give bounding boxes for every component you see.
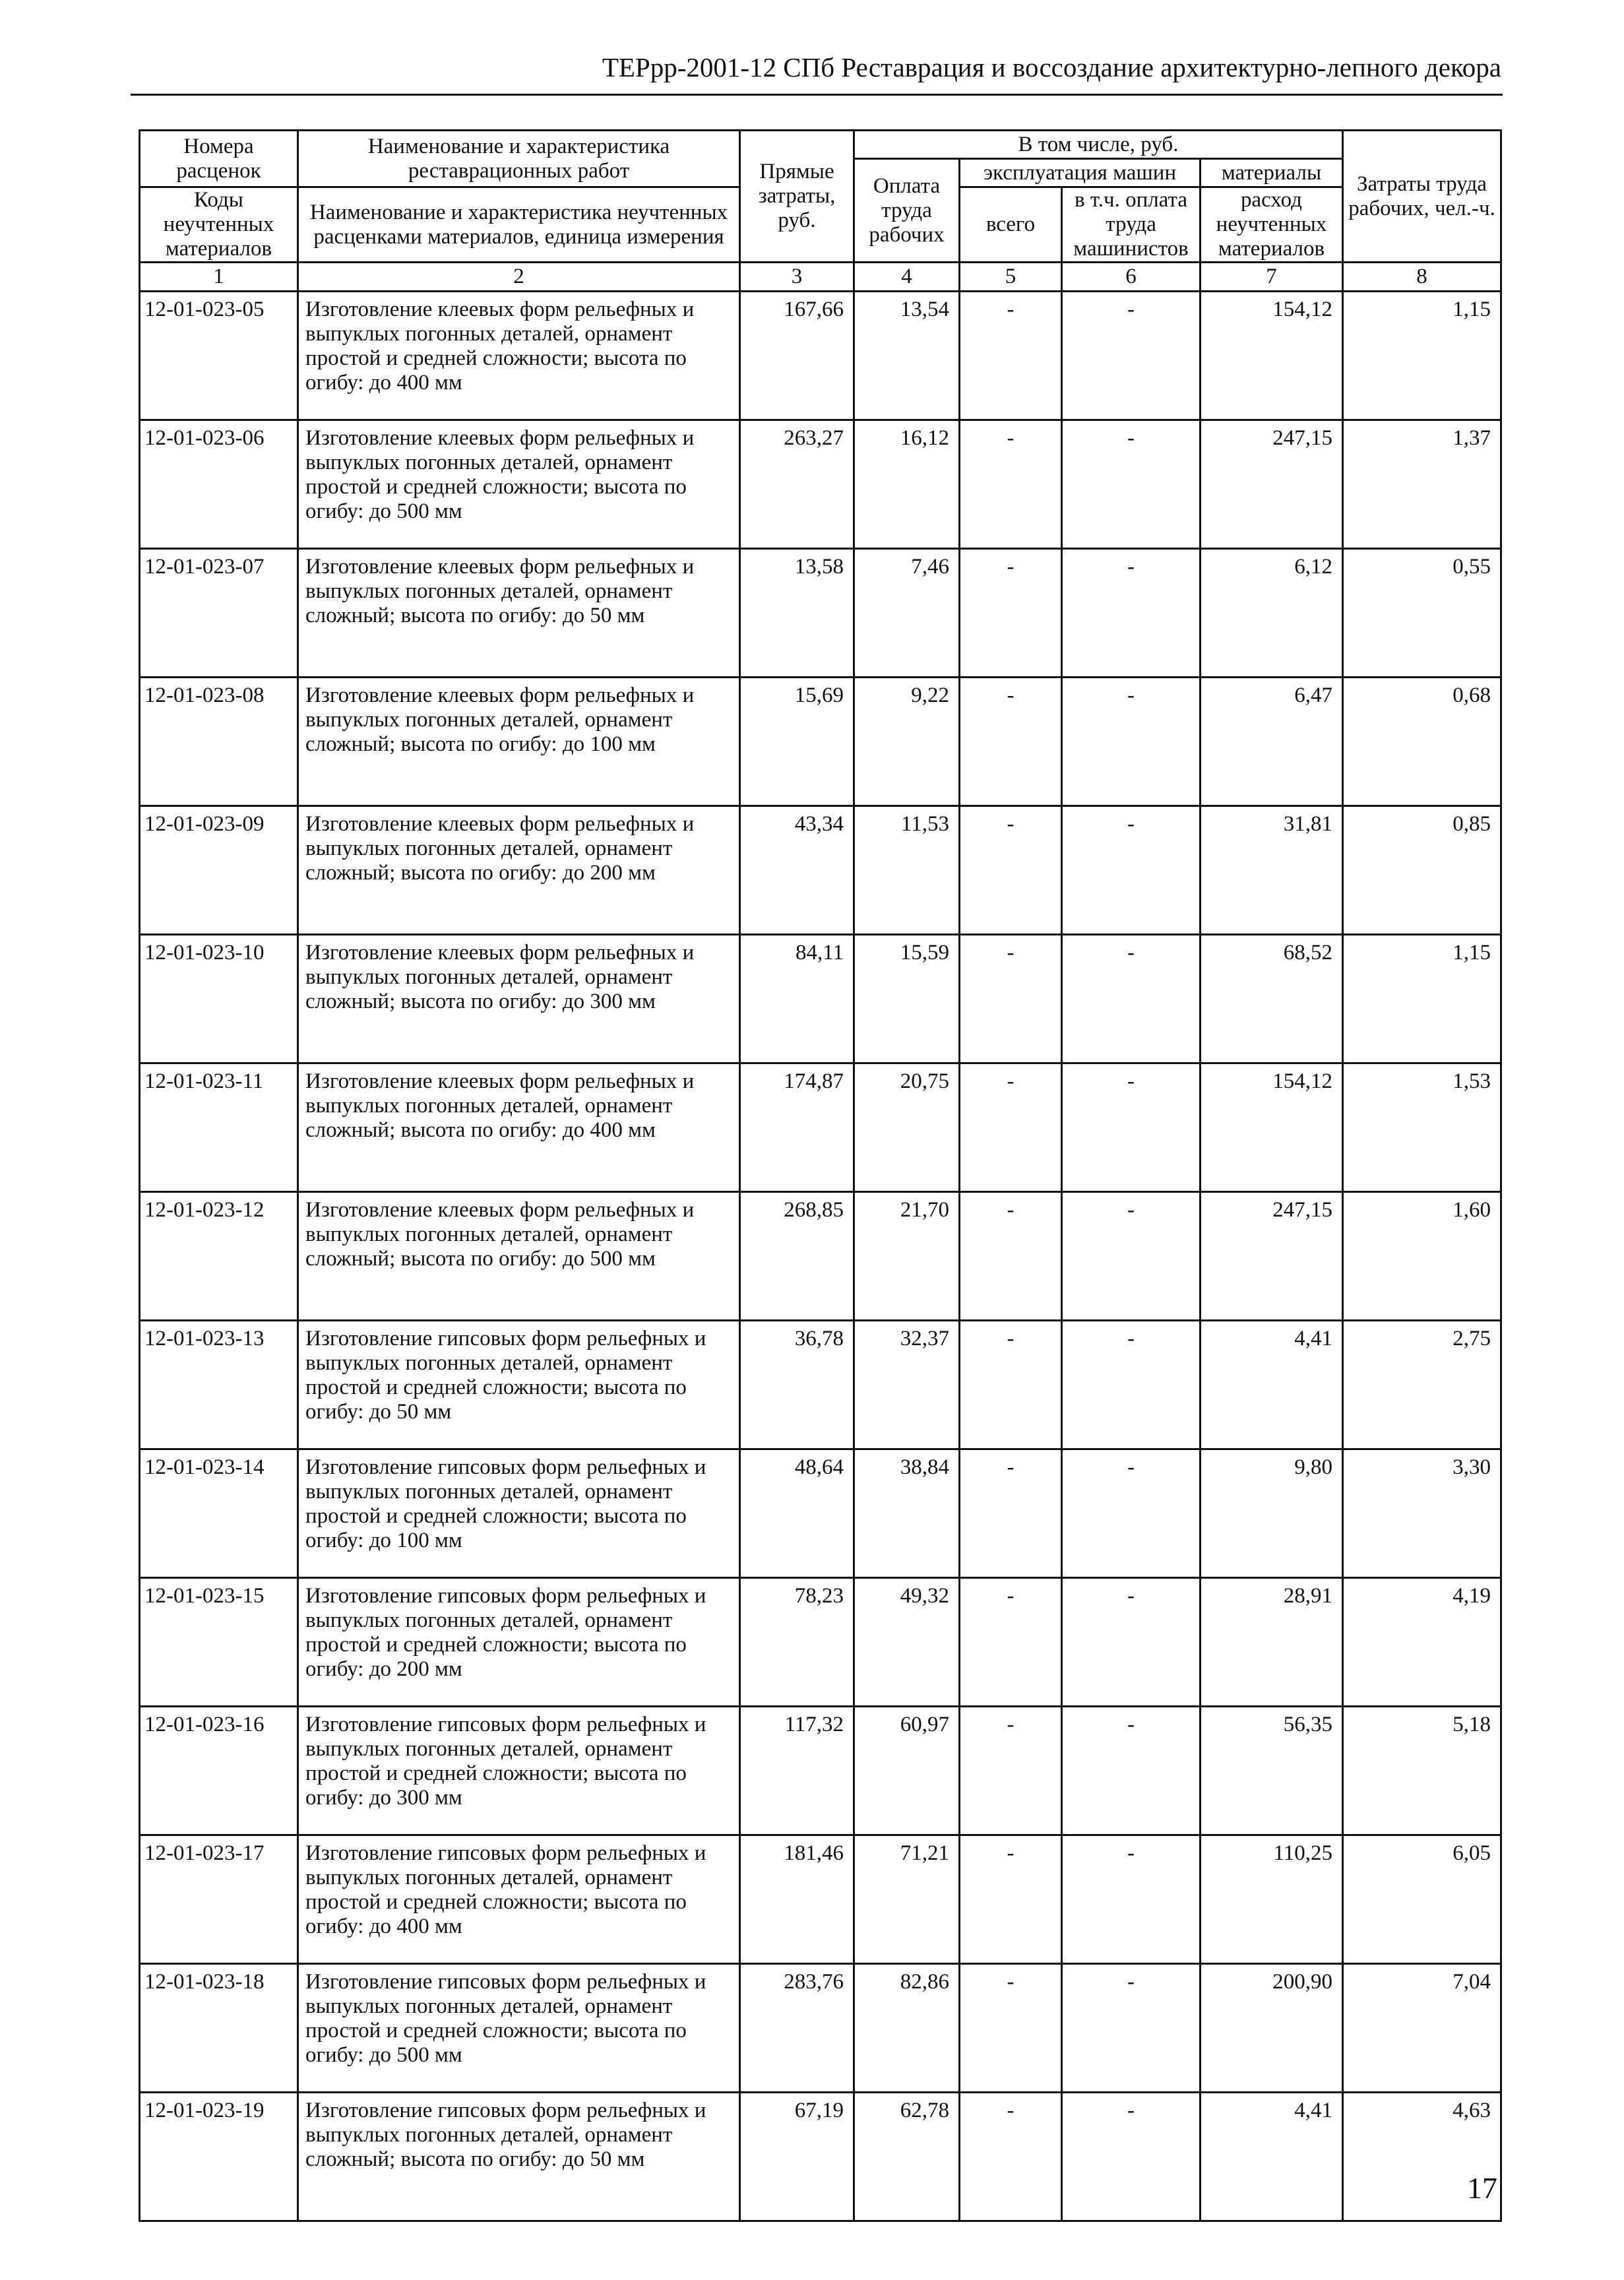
- table-body: [140, 292, 1501, 2221]
- rate-code-cell: 12-01-023-09: [140, 806, 298, 935]
- header-rule: [131, 94, 1503, 96]
- machines-total-cell: -: [960, 1192, 1062, 1321]
- materials-cell: 4,41: [1201, 1321, 1343, 1449]
- machines-total-cell: -: [960, 1964, 1062, 2093]
- labor-hours-cell: 7,04: [1343, 1964, 1501, 2093]
- machines-total-cell: -: [960, 1707, 1062, 1835]
- rate-code-cell: 12-01-023-15: [140, 1578, 298, 1707]
- labor-pay-cell: 60,97: [854, 1707, 960, 1835]
- rate-code-cell: 12-01-023-19: [140, 2093, 298, 2221]
- column-number: 5: [960, 263, 1062, 292]
- direct-costs-cell: 48,64: [740, 1449, 854, 1578]
- header-material-names: Наименование и характеристика неучтенных расценками материалов, единица измерения: [298, 187, 740, 263]
- table-row: [140, 678, 1501, 806]
- work-description-cell: Изготовление гипсовых форм рельефных и выпуклых погонных деталей, орнамент простой и средней сложности; высота по огибу: до 400 мм: [298, 1835, 740, 1964]
- direct-costs-cell: 36,78: [740, 1321, 854, 1449]
- work-description-cell: Изготовление клеевых форм рельефных и выпуклых погонных деталей, орнамент простой и средней сложности; высота по огибу: до 400 мм: [298, 292, 740, 420]
- materials-cell: 154,12: [1201, 292, 1343, 420]
- rate-code-cell: 12-01-023-17: [140, 1835, 298, 1964]
- rate-code-cell: 12-01-023-05: [140, 292, 298, 420]
- table-row: [140, 1449, 1501, 1578]
- labor-pay-cell: 15,59: [854, 935, 960, 1063]
- labor-pay-cell: 20,75: [854, 1063, 960, 1192]
- column-number: 2: [298, 263, 740, 292]
- machinist-pay-cell: -: [1062, 1063, 1201, 1192]
- column-number: 8: [1343, 263, 1501, 292]
- labor-pay-cell: 9,22: [854, 678, 960, 806]
- materials-cell: 68,52: [1201, 935, 1343, 1063]
- work-description-cell: Изготовление клеевых форм рельефных и выпуклых погонных деталей, орнамент сложный; высота по огибу: до 200 мм: [298, 806, 740, 935]
- labor-hours-cell: 4,19: [1343, 1578, 1501, 1707]
- labor-pay-cell: 11,53: [854, 806, 960, 935]
- machines-total-cell: -: [960, 678, 1062, 806]
- direct-costs-cell: 43,34: [740, 806, 854, 935]
- header-work-name: Наименование и характеристика реставрационных работ: [298, 131, 740, 187]
- work-description-cell: Изготовление клеевых форм рельефных и выпуклых погонных деталей, орнамент сложный; высота по огибу: до 300 мм: [298, 935, 740, 1063]
- machines-total-cell: -: [960, 549, 1062, 678]
- table-row: [140, 806, 1501, 935]
- labor-pay-cell: 21,70: [854, 1192, 960, 1321]
- machines-total-cell: -: [960, 1063, 1062, 1192]
- page-number: 17: [1467, 2171, 1497, 2205]
- header-rate-numbers: Номера расценок: [140, 131, 298, 187]
- work-description-cell: Изготовление гипсовых форм рельефных и выпуклых погонных деталей, орнамент простой и средней сложности; высота по огибу: до 100 мм: [298, 1449, 740, 1578]
- machinist-pay-cell: -: [1062, 1449, 1201, 1578]
- header-machinist-pay: в т.ч. оплата труда машинистов: [1062, 187, 1201, 263]
- machines-total-cell: -: [960, 420, 1062, 549]
- materials-cell: 31,81: [1201, 806, 1343, 935]
- materials-cell: 4,41: [1201, 2093, 1343, 2221]
- rate-code-cell: 12-01-023-11: [140, 1063, 298, 1192]
- rate-code-cell: 12-01-023-08: [140, 678, 298, 806]
- work-description-cell: Изготовление гипсовых форм рельефных и выпуклых погонных деталей, орнамент простой и средней сложности; высота по огибу: до 300 мм: [298, 1707, 740, 1835]
- materials-cell: 200,90: [1201, 1964, 1343, 2093]
- table-row: [140, 1192, 1501, 1321]
- header-labor-costs: Затраты труда рабочих, чел.-ч.: [1343, 131, 1501, 263]
- table-row: [140, 1321, 1501, 1449]
- machines-total-cell: -: [960, 1578, 1062, 1707]
- machinist-pay-cell: -: [1062, 1578, 1201, 1707]
- table-row: [140, 420, 1501, 549]
- table-row: [140, 1578, 1501, 1707]
- machinist-pay-cell: -: [1062, 1835, 1201, 1964]
- table-row: [140, 1707, 1501, 1835]
- machines-total-cell: -: [960, 2093, 1062, 2221]
- table-row: [140, 1063, 1501, 1192]
- work-description-cell: Изготовление гипсовых форм рельефных и выпуклых погонных деталей, орнамент простой и средней сложности; высота по огибу: до 200 мм: [298, 1578, 740, 1707]
- materials-cell: 6,12: [1201, 549, 1343, 678]
- header-materials: материалы: [1201, 159, 1343, 187]
- machinist-pay-cell: -: [1062, 1964, 1201, 2093]
- machinist-pay-cell: -: [1062, 1707, 1201, 1835]
- labor-hours-cell: 0,68: [1343, 678, 1501, 806]
- materials-cell: 6,47: [1201, 678, 1343, 806]
- rate-code-cell: 12-01-023-16: [140, 1707, 298, 1835]
- column-number-row: [140, 263, 1501, 292]
- header-machines-total: всего: [960, 187, 1062, 263]
- direct-costs-cell: 174,87: [740, 1063, 854, 1192]
- column-number: 7: [1201, 263, 1343, 292]
- machinist-pay-cell: -: [1062, 1192, 1201, 1321]
- direct-costs-cell: 78,23: [740, 1578, 854, 1707]
- machines-total-cell: -: [960, 935, 1062, 1063]
- direct-costs-cell: 283,76: [740, 1964, 854, 2093]
- labor-pay-cell: 32,37: [854, 1321, 960, 1449]
- direct-costs-cell: 84,11: [740, 935, 854, 1063]
- direct-costs-cell: 117,32: [740, 1707, 854, 1835]
- table-row: [140, 2093, 1501, 2221]
- machines-total-cell: -: [960, 292, 1062, 420]
- machines-total-cell: -: [960, 1321, 1062, 1449]
- machinist-pay-cell: -: [1062, 806, 1201, 935]
- labor-pay-cell: 13,54: [854, 292, 960, 420]
- rates-table-container: [139, 129, 1500, 2222]
- rate-code-cell: 12-01-023-14: [140, 1449, 298, 1578]
- machinist-pay-cell: -: [1062, 420, 1201, 549]
- table-row: [140, 549, 1501, 678]
- machinist-pay-cell: -: [1062, 1321, 1201, 1449]
- labor-hours-cell: 0,85: [1343, 806, 1501, 935]
- table-head: [140, 131, 1501, 292]
- direct-costs-cell: 268,85: [740, 1192, 854, 1321]
- materials-cell: 9,80: [1201, 1449, 1343, 1578]
- materials-cell: 28,91: [1201, 1578, 1343, 1707]
- labor-hours-cell: 2,75: [1343, 1321, 1501, 1449]
- header-direct-costs: Прямые затраты, руб.: [740, 131, 854, 263]
- table-row: [140, 935, 1501, 1063]
- rate-code-cell: 12-01-023-18: [140, 1964, 298, 2093]
- work-description-cell: Изготовление гипсовых форм рельефных и выпуклых погонных деталей, орнамент сложный; высота по огибу: до 50 мм: [298, 2093, 740, 2221]
- materials-cell: 247,15: [1201, 1192, 1343, 1321]
- header-material-codes: Коды неучтенных материалов: [140, 187, 298, 263]
- machinist-pay-cell: -: [1062, 292, 1201, 420]
- labor-pay-cell: 49,32: [854, 1578, 960, 1707]
- header-including: В том числе, руб.: [854, 131, 1343, 159]
- labor-hours-cell: 6,05: [1343, 1835, 1501, 1964]
- direct-costs-cell: 13,58: [740, 549, 854, 678]
- column-number: 1: [140, 263, 298, 292]
- rate-code-cell: 12-01-023-12: [140, 1192, 298, 1321]
- table-row: [140, 1964, 1501, 2093]
- labor-pay-cell: 7,46: [854, 549, 960, 678]
- labor-pay-cell: 38,84: [854, 1449, 960, 1578]
- materials-cell: 154,12: [1201, 1063, 1343, 1192]
- labor-hours-cell: 1,60: [1343, 1192, 1501, 1321]
- materials-cell: 56,35: [1201, 1707, 1343, 1835]
- direct-costs-cell: 263,27: [740, 420, 854, 549]
- rate-code-cell: 12-01-023-13: [140, 1321, 298, 1449]
- work-description-cell: Изготовление клеевых форм рельефных и выпуклых погонных деталей, орнамент сложный; высота по огибу: до 400 мм: [298, 1063, 740, 1192]
- machines-total-cell: -: [960, 1449, 1062, 1578]
- rates-table: [139, 129, 1502, 2222]
- header-labor-pay: Оплата труда рабочих: [854, 159, 960, 263]
- labor-pay-cell: 16,12: [854, 420, 960, 549]
- machines-total-cell: -: [960, 806, 1062, 935]
- machines-total-cell: -: [960, 1835, 1062, 1964]
- work-description-cell: Изготовление гипсовых форм рельефных и выпуклых погонных деталей, орнамент простой и средней сложности; высота по огибу: до 50 мм: [298, 1321, 740, 1449]
- labor-hours-cell: 1,15: [1343, 935, 1501, 1063]
- direct-costs-cell: 67,19: [740, 2093, 854, 2221]
- rate-code-cell: 12-01-023-06: [140, 420, 298, 549]
- header-materials-consumption: расход неучтенных материалов: [1201, 187, 1343, 263]
- table-row: [140, 292, 1501, 420]
- direct-costs-cell: 181,46: [740, 1835, 854, 1964]
- column-number: 3: [740, 263, 854, 292]
- direct-costs-cell: 15,69: [740, 678, 854, 806]
- labor-pay-cell: 71,21: [854, 1835, 960, 1964]
- work-description-cell: Изготовление клеевых форм рельефных и выпуклых погонных деталей, орнамент сложный; высота по огибу: до 100 мм: [298, 678, 740, 806]
- work-description-cell: Изготовление гипсовых форм рельефных и выпуклых погонных деталей, орнамент простой и средней сложности; высота по огибу: до 500 мм: [298, 1964, 740, 2093]
- header-machine-operation: эксплуатация машин: [960, 159, 1201, 187]
- materials-cell: 247,15: [1201, 420, 1343, 549]
- labor-pay-cell: 62,78: [854, 2093, 960, 2221]
- work-description-cell: Изготовление клеевых форм рельефных и выпуклых погонных деталей, орнамент сложный; высота по огибу: до 50 мм: [298, 549, 740, 678]
- machinist-pay-cell: -: [1062, 678, 1201, 806]
- machinist-pay-cell: -: [1062, 2093, 1201, 2221]
- labor-hours-cell: 0,55: [1343, 549, 1501, 678]
- machinist-pay-cell: -: [1062, 935, 1201, 1063]
- rate-code-cell: 12-01-023-10: [140, 935, 298, 1063]
- labor-hours-cell: 3,30: [1343, 1449, 1501, 1578]
- labor-hours-cell: 1,53: [1343, 1063, 1501, 1192]
- labor-hours-cell: 1,15: [1343, 292, 1501, 420]
- labor-hours-cell: 5,18: [1343, 1707, 1501, 1835]
- materials-cell: 110,25: [1201, 1835, 1343, 1964]
- column-number: 6: [1062, 263, 1201, 292]
- labor-hours-cell: 1,37: [1343, 420, 1501, 549]
- running-header: ТЕРрр-2001-12 СПб Реставрация и воссоздание архитектурно-лепного декора: [602, 52, 1501, 82]
- work-description-cell: Изготовление клеевых форм рельефных и выпуклых погонных деталей, орнамент сложный; высота по огибу: до 500 мм: [298, 1192, 740, 1321]
- work-description-cell: Изготовление клеевых форм рельефных и выпуклых погонных деталей, орнамент простой и средней сложности; высота по огибу: до 500 мм: [298, 420, 740, 549]
- direct-costs-cell: 167,66: [740, 292, 854, 420]
- table-row: [140, 1835, 1501, 1964]
- column-number: 4: [854, 263, 960, 292]
- labor-pay-cell: 82,86: [854, 1964, 960, 2093]
- rate-code-cell: 12-01-023-07: [140, 549, 298, 678]
- labor-hours-cell: 4,63: [1343, 2093, 1501, 2221]
- machinist-pay-cell: -: [1062, 549, 1201, 678]
